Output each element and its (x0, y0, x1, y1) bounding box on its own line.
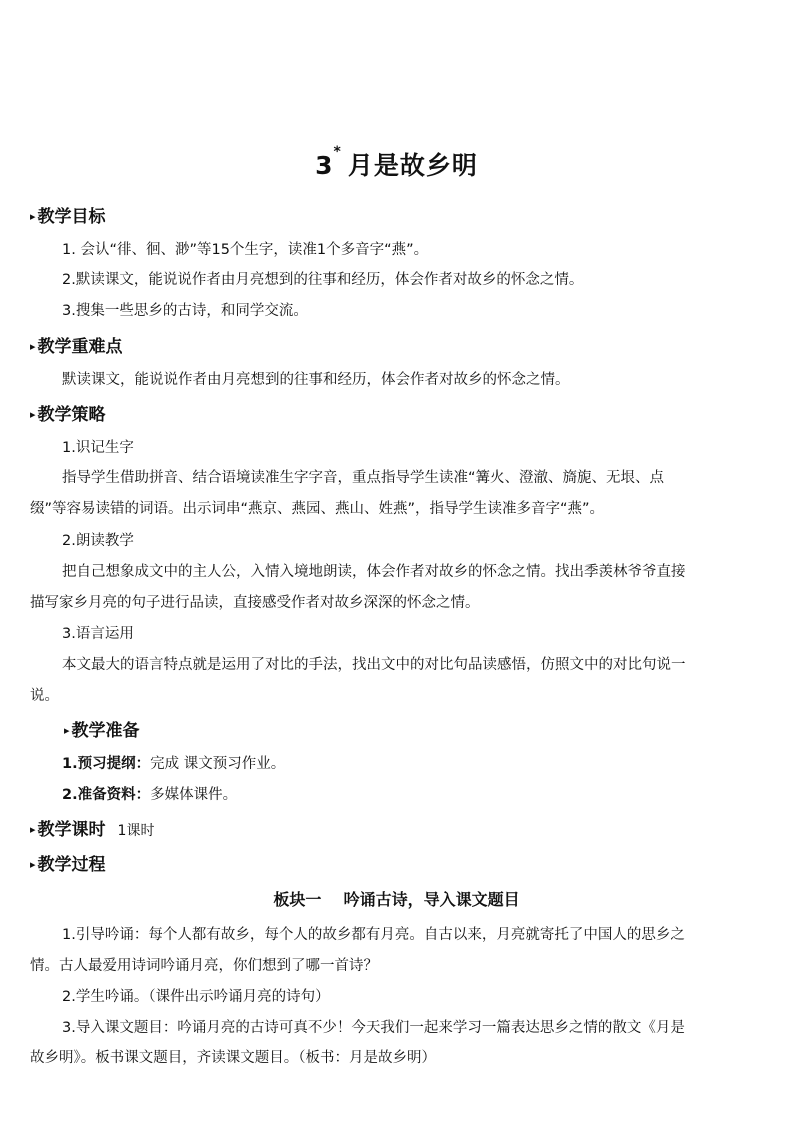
process-2: 2.学生吟诵。（课件出示吟诵月亮的诗句） (62, 989, 330, 1005)
hours-value: 1课时 (117, 823, 155, 839)
strategy-1-line-1: 指导学生借助拼音、结合语境读准生字字音，重点指导学生读准“篝火、澄澈、旖旎、无垠、点 (62, 470, 665, 486)
marker-icon: ▸ (64, 724, 70, 737)
strategy-2-title: 2.朗读教学 (62, 533, 134, 549)
heading-hours: ▸ 教学课时 1课时 (30, 820, 155, 840)
preparation-item-2: 2.准备资料：多媒体课件。 (62, 787, 238, 803)
process-1-line-2: 情。古人最爱用诗词吟诵月亮，你们想到了哪一首诗？ (30, 958, 378, 974)
preparation-item-1: 1.预习提纲：完成 课文预习作业。 (62, 756, 286, 772)
marker-icon: ▸ (30, 858, 36, 871)
process-3-line-1: 3.导入课文题目：吟诵月亮的古诗可真不少！今天我们一起来学习一篇表达思乡之情的散文《月是 (62, 1020, 685, 1036)
goal-item-3: 3.搜集一些思乡的古诗，和同学交流。 (62, 303, 308, 319)
key-points-text: 默读课文，能说说作者由月亮想到的往事和经历，体会作者对故乡的怀念之情。 (62, 372, 570, 388)
page-title (0, 146, 793, 182)
marker-icon: ▸ (30, 340, 36, 353)
heading-key-points: ▸ 教学重难点 (30, 337, 123, 357)
heading-strategy: ▸ 教学策略 (30, 405, 106, 425)
lesson-mark: * (333, 144, 342, 160)
marker-icon: ▸ (30, 408, 36, 421)
heading-goals: ▸ 教学目标 (30, 207, 106, 227)
goal-item-1: 1. 会认“徘、徊、渺”等15个生字，读准1个多音字“燕”。 (62, 242, 429, 258)
lesson-title: 月是故乡明 (347, 151, 478, 180)
process-1-line-1: 1.引导吟诵：每个人都有故乡，每个人的故乡都有月亮。自古以来，月亮就寄托了中国人的思乡之 (62, 927, 685, 943)
heading-preparation: ▸ 教学准备 (64, 721, 140, 741)
strategy-1-title: 1.识记生字 (62, 440, 134, 456)
strategy-3-line-1: 本文最大的语言特点就是运用了对比的手法，找出文中的对比句品读感悟，仿照文中的对比句说一 (62, 657, 686, 673)
marker-icon: ▸ (30, 823, 36, 836)
marker-icon: ▸ (30, 210, 36, 223)
strategy-2-line-2: 描写家乡月亮的句子进行品读，直接感受作者对故乡深深的怀念之情。 (30, 595, 480, 611)
goal-item-2: 2.默读课文，能说说作者由月亮想到的往事和经历，体会作者对故乡的怀念之情。 (62, 272, 584, 288)
strategy-3-title: 3.语言运用 (62, 626, 134, 642)
strategy-1-line-2: 缀”等容易读错的词语。出示词串“燕京、燕园、燕山、姓燕”，指导学生读准多音字“燕”。 (30, 501, 605, 517)
process-3-line-2: 故乡明》。板书课文题目，齐读课文题目。（板书：月是故乡明） (30, 1050, 436, 1066)
lesson-number: 3 (315, 151, 334, 180)
block-title: 板块一 吟诵古诗，导入课文题目 (273, 890, 520, 909)
heading-process: ▸ 教学过程 (30, 855, 106, 875)
strategy-2-line-1: 把自己想象成文中的主人公，入情入境地朗读，体会作者对故乡的怀念之情。找出季羡林爷爷直接 (62, 564, 686, 580)
strategy-3-line-2: 说。 (30, 688, 59, 704)
